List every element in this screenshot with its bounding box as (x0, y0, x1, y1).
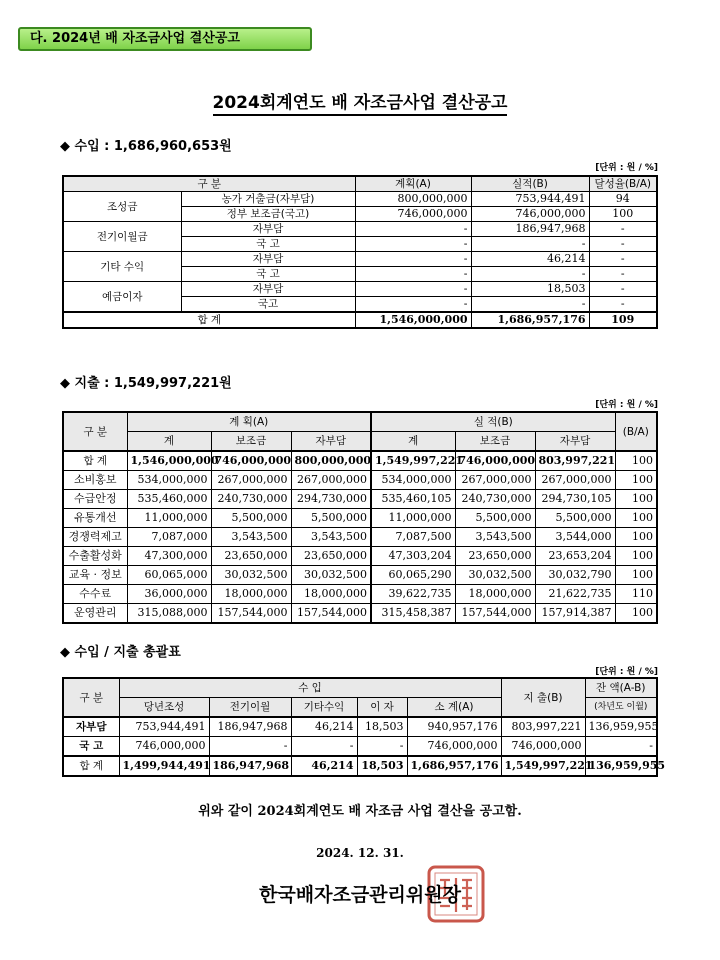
expense-cell: 30,032,500 (291, 566, 371, 585)
income-rate: - (589, 222, 657, 237)
expense-cell: 267,000,000 (455, 471, 535, 490)
summary-table (62, 677, 666, 777)
expense-cell: 535,460,000 (127, 490, 211, 509)
summary-cell: 1,499,944,491 (119, 756, 209, 776)
expense-cell: 157,544,000 (455, 604, 535, 624)
income-total-rate: 109 (589, 312, 657, 328)
expense-row-name: 교육 · 정보 (63, 566, 127, 585)
expense-cell: 18,000,000 (455, 585, 535, 604)
expense-col-actual: 실 적(B) (371, 412, 615, 432)
summary-balance-note: (차년도 이월) (585, 698, 657, 718)
summary-unit-label: [단위 : 원 / %] (595, 667, 658, 677)
income-col-rate: 달성율(B/A) (589, 176, 657, 192)
expense-row (63, 566, 657, 585)
expense-cell: 5,500,000 (291, 509, 371, 528)
summary-row-name: 국 고 (63, 737, 119, 757)
expense-cell: 534,000,000 (371, 471, 455, 490)
expense-cell: 7,087,000 (127, 528, 211, 547)
expense-cell: 30,032,790 (535, 566, 615, 585)
expense-row (63, 604, 657, 624)
income-header-row (63, 176, 657, 192)
expense-total-row (63, 451, 657, 471)
income-row (63, 192, 657, 207)
expense-cell: 3,543,500 (455, 528, 535, 547)
income-rate: 94 (589, 192, 657, 207)
expense-cell: 157,914,387 (535, 604, 615, 624)
expense-cell: 535,460,105 (371, 490, 455, 509)
summary-expense: 1,549,997,221 (501, 756, 585, 776)
expense-row-name: 경쟁력제고 (63, 528, 127, 547)
expense-cell: 157,544,000 (211, 604, 291, 624)
summary-row (63, 737, 657, 757)
expense-rate: 100 (615, 451, 657, 471)
expense-subcol: 계 (127, 432, 211, 452)
summary-subcol: 당년조성 (119, 698, 209, 718)
expense-rate: 100 (615, 509, 657, 528)
income-total-actual: 1,686,957,176 (471, 312, 589, 328)
expense-cell: 60,065,290 (371, 566, 455, 585)
income-actual: - (471, 297, 589, 313)
expense-row-name: 운영관리 (63, 604, 127, 624)
expense-row (63, 528, 657, 547)
summary-heading: ◆ 수입 / 지출 총괄표 (60, 645, 181, 660)
expense-col-plan: 계 획(A) (127, 412, 371, 432)
summary-subcol: 이 자 (357, 698, 407, 718)
summary-cell: 186,947,968 (209, 756, 291, 776)
income-sub: 자부담 (181, 252, 355, 267)
expense-row (63, 471, 657, 490)
expense-cell: 294,730,105 (535, 490, 615, 509)
income-actual: - (471, 237, 589, 252)
income-row (63, 222, 657, 237)
income-plan: - (355, 297, 471, 313)
expense-row-name: 수수료 (63, 585, 127, 604)
expense-cell: 5,500,000 (455, 509, 535, 528)
expense-cell: 23,650,000 (211, 547, 291, 566)
announcement-date: 2024. 12. 31. (316, 846, 404, 860)
income-rate: - (589, 297, 657, 313)
expense-subcol: 자부담 (291, 432, 371, 452)
organization-name: 한국배자조금관리위원장 (259, 884, 461, 906)
expense-subcol: 계 (371, 432, 455, 452)
expense-rate: 100 (615, 604, 657, 624)
expense-row-name: 수출활성화 (63, 547, 127, 566)
summary-header-row (63, 678, 657, 698)
expense-cell: 47,300,000 (127, 547, 211, 566)
expense-subcol: 자부담 (535, 432, 615, 452)
expense-row-name: 수급안정 (63, 490, 127, 509)
expense-unit-label: [단위 : 원 / %] (595, 400, 658, 410)
income-row (63, 252, 657, 267)
expense-cell: 11,000,000 (371, 509, 455, 528)
summary-col-category: 구 분 (63, 678, 119, 717)
income-total-label: 합 계 (63, 312, 355, 328)
closing-statement: 위와 같이 2024회계연도 배 자조금 사업 결산을 공고함. (198, 804, 522, 819)
expense-subcol: 보조금 (455, 432, 535, 452)
income-plan: - (355, 237, 471, 252)
expense-cell: 1,546,000,000 (127, 451, 211, 471)
expense-cell: 23,650,000 (455, 547, 535, 566)
summary-row (63, 717, 657, 737)
expense-cell: 803,997,221 (535, 451, 615, 471)
income-plan: 746,000,000 (355, 207, 471, 222)
expense-cell: 21,622,735 (535, 585, 615, 604)
summary-cell: 940,957,176 (407, 717, 501, 737)
income-sub: 국 고 (181, 237, 355, 252)
summary-balance: 136,959,955 (585, 756, 657, 776)
expense-rate: 100 (615, 528, 657, 547)
expense-cell: 315,088,000 (127, 604, 211, 624)
summary-cell: 18,503 (357, 717, 407, 737)
expense-col-category: 구 분 (63, 412, 127, 451)
expense-cell: 267,000,000 (291, 471, 371, 490)
expense-cell: 47,303,204 (371, 547, 455, 566)
income-plan: - (355, 267, 471, 282)
expense-cell: 60,065,000 (127, 566, 211, 585)
income-sub: 정부 보조금(국고) (181, 207, 355, 222)
income-col-category: 구 분 (63, 176, 355, 192)
expense-cell: 534,000,000 (127, 471, 211, 490)
income-sub: 자부담 (181, 222, 355, 237)
expense-cell: 30,032,500 (211, 566, 291, 585)
expense-cell: 746,000,000 (455, 451, 535, 471)
expense-cell: 800,000,000 (291, 451, 371, 471)
expense-cell: 3,543,500 (291, 528, 371, 547)
expense-cell: 18,000,000 (291, 585, 371, 604)
expense-cell: 315,458,387 (371, 604, 455, 624)
summary-cell: 746,000,000 (407, 737, 501, 757)
expense-row (63, 490, 657, 509)
summary-cell: 18,503 (357, 756, 407, 776)
summary-cell: - (209, 737, 291, 757)
summary-col-expense: 지 출(B) (501, 678, 585, 717)
expense-row-name: 합 계 (63, 451, 127, 471)
income-sub: 국 고 (181, 267, 355, 282)
summary-col-income: 수 입 (119, 678, 501, 698)
expense-rate: 100 (615, 566, 657, 585)
expense-cell: 267,000,000 (535, 471, 615, 490)
income-col-actual: 실적(B) (471, 176, 589, 192)
summary-subcol: 기타수익 (291, 698, 357, 718)
expense-cell: 23,653,204 (535, 547, 615, 566)
page-title-text: 2024회계연도 배 자조금사업 결산공고 (213, 93, 508, 116)
income-plan: 800,000,000 (355, 192, 471, 207)
expense-cell: 30,032,500 (455, 566, 535, 585)
expense-rate: 100 (615, 547, 657, 566)
summary-balance: - (585, 737, 657, 757)
income-category: 기타 수익 (63, 252, 181, 282)
income-plan: - (355, 282, 471, 297)
income-rate: - (589, 282, 657, 297)
summary-cell: - (357, 737, 407, 757)
summary-cell: 46,214 (291, 717, 357, 737)
summary-cell: 186,947,968 (209, 717, 291, 737)
income-heading: ◆ 수입 : 1,686,960,653원 (60, 139, 232, 154)
income-rate: - (589, 267, 657, 282)
expense-cell: 18,000,000 (211, 585, 291, 604)
expense-cell: 157,544,000 (291, 604, 371, 624)
expense-subcol: 보조금 (211, 432, 291, 452)
summary-balance: 136,959,955 (585, 717, 657, 737)
expense-cell: 240,730,000 (211, 490, 291, 509)
summary-total-row (63, 756, 657, 776)
expense-row (63, 585, 657, 604)
summary-cell: 46,214 (291, 756, 357, 776)
income-actual: 753,944,491 (471, 192, 589, 207)
page-title (0, 88, 720, 113)
summary-expense: 746,000,000 (501, 737, 585, 757)
summary-cell: 746,000,000 (119, 737, 209, 757)
expense-cell: 267,000,000 (211, 471, 291, 490)
expense-table (62, 411, 658, 624)
expense-cell: 11,000,000 (127, 509, 211, 528)
income-plan: - (355, 222, 471, 237)
income-row (63, 282, 657, 297)
expense-cell: 746,000,000 (211, 451, 291, 471)
section-tag: 다. 2024년 배 자조금사업 결산공고 (18, 27, 312, 51)
expense-cell: 36,000,000 (127, 585, 211, 604)
expense-cell: 5,500,000 (535, 509, 615, 528)
expense-heading: ◆ 지출 : 1,549,997,221원 (60, 376, 232, 391)
income-rate: - (589, 252, 657, 267)
summary-row-name: 자부담 (63, 717, 119, 737)
income-category: 예금이자 (63, 282, 181, 313)
expense-row (63, 509, 657, 528)
income-actual: 18,503 (471, 282, 589, 297)
income-plan: - (355, 252, 471, 267)
expense-cell: 294,730,000 (291, 490, 371, 509)
expense-cell: 7,087,500 (371, 528, 455, 547)
expense-cell: 3,543,500 (211, 528, 291, 547)
summary-expense: 803,997,221 (501, 717, 585, 737)
expense-row-name: 유통개선 (63, 509, 127, 528)
expense-col-rate: (B/A) (615, 412, 657, 451)
income-actual: 46,214 (471, 252, 589, 267)
summary-row-name: 합 계 (63, 756, 119, 776)
expense-cell: 23,650,000 (291, 547, 371, 566)
summary-subcol: 전기이월 (209, 698, 291, 718)
expense-cell: 3,544,000 (535, 528, 615, 547)
expense-cell: 1,549,997,221 (371, 451, 455, 471)
expense-rate: 100 (615, 471, 657, 490)
income-rate: - (589, 237, 657, 252)
expense-cell: 39,622,735 (371, 585, 455, 604)
income-total-plan: 1,546,000,000 (355, 312, 471, 328)
income-unit-label: [단위 : 원 / %] (595, 163, 658, 173)
income-sub: 국고 (181, 297, 355, 313)
summary-subcol: 소 계(A) (407, 698, 501, 718)
expense-rate: 100 (615, 490, 657, 509)
expense-cell: 5,500,000 (211, 509, 291, 528)
expense-subheader-row (63, 432, 657, 452)
expense-row-name: 소비홍보 (63, 471, 127, 490)
income-rate: 100 (589, 207, 657, 222)
income-sub: 농가 거출금(자부담) (181, 192, 355, 207)
income-col-plan: 계획(A) (355, 176, 471, 192)
summary-cell: 753,944,491 (119, 717, 209, 737)
expense-cell: 240,730,000 (455, 490, 535, 509)
expense-header-row (63, 412, 657, 432)
income-category: 조성금 (63, 192, 181, 222)
summary-col-balance: 잔 액(A-B) (585, 678, 657, 698)
income-actual: 186,947,968 (471, 222, 589, 237)
income-total-row (63, 312, 657, 328)
summary-cell: 1,686,957,176 (407, 756, 501, 776)
expense-rate: 110 (615, 585, 657, 604)
income-table (62, 175, 658, 329)
expense-row (63, 547, 657, 566)
income-category: 전기이월금 (63, 222, 181, 252)
income-actual: 746,000,000 (471, 207, 589, 222)
summary-cell: - (291, 737, 357, 757)
income-sub: 자부담 (181, 282, 355, 297)
income-actual: - (471, 267, 589, 282)
